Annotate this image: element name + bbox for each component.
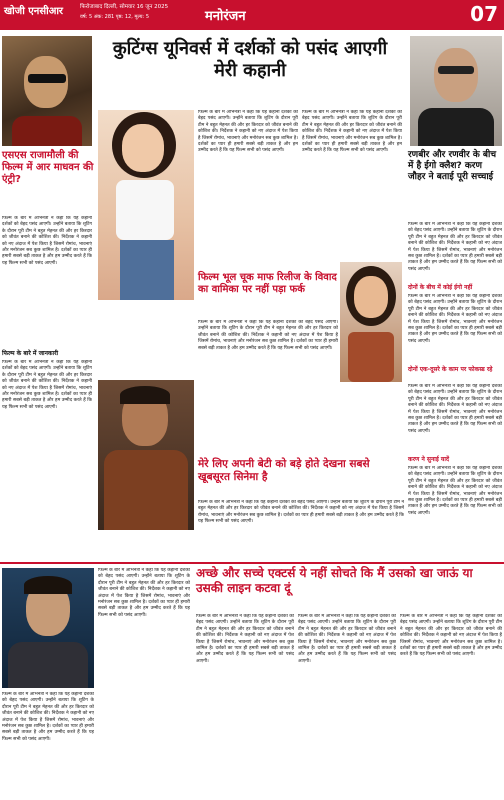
actor-photo — [98, 380, 194, 530]
actress-photo — [98, 110, 194, 300]
issue-line: वर्ष: 5 अंक: 281 पृष्ठ: 12, मूल्य: 5 — [80, 14, 150, 20]
bottom-headline: अच्छे और सच्चे एक्टर्स ये नहीं सोचते कि मैं उसको खा जाऊं या उसकी लाइन कटवा दूं — [196, 566, 473, 595]
left-headline: एसएस राजामौली की फिल्म में आर माधवन की एंट्री? — [2, 150, 94, 185]
center-body-2: फिल्म के बारे में अभिनेत्री ने कहा कि यह कहानी दर्शकों को बेहद पसंद आएगी। उन्होंने बताया कि शूटिंग के दौरान पूरी टीम ने बहुत मेहनत की और हर किरदार को जीवंत बनाने की कोशिश की। निर्देशक ने कहानी को नए अंदाज में पेश किया है जिसमें रोमांच, भावनाएं और मनोरंजन सब कुछ शामिल है। दर्शकों का प्यार ही हमारी सबसे बड़ी ताकत है और हम उम्मीद करते हैं कि यह फिल्म सभी को पसंद आएगी। — [302, 110, 402, 154]
right-body-3: फिल्म के बारे में अभिनेत्री ने कहा कि यह कहानी दर्शकों को बेहद पसंद आएगी। उन्होंने बताया कि शूटिंग के दौरान पूरी टीम ने बहुत मेहनत की और हर किरदार को जीवंत बनाने की कोशिश की। निर्देशक ने कहानी को नए अंदाज में पेश किया है जिसमें रोमांच, भावनाएं और मनोरंजन सब कुछ शामिल है। दर्शकों का प्यार ही हमारी सबसे बड़ी ताकत है और हम उम्मीद करते हैं कि यह फिल्म सभी को पसंद आएगी। — [408, 384, 502, 434]
bottom-body-2: फिल्म के बारे में अभिनेत्री ने कहा कि यह कहानी दर्शकों को बेहद पसंद आएगी। उन्होंने बताया कि शूटिंग के दौरान पूरी टीम ने बहुत मेहनत की और हर किरदार को जीवंत बनाने की कोशिश की। निर्देशक ने कहानी को नए अंदाज में पेश किया है जिसमें रोमांच, भावनाएं और मनोरंजन सब कुछ शामिल है। दर्शकों का प्यार ही हमारी सबसे बड़ी ताकत है और हम उम्मीद करते हैं कि यह फिल्म सभी को पसंद आएगी। — [298, 614, 396, 664]
wamiqa-photo — [340, 262, 402, 382]
right-body-1: फिल्म के बारे में अभिनेत्री ने कहा कि यह कहानी दर्शकों को बेहद पसंद आएगी। उन्होंने बताया कि शूटिंग के दौरान पूरी टीम ने बहुत मेहनत की और हर किरदार को जीवंत बनाने की कोशिश की। निर्देशक ने कहानी को नए अंदाज में पेश किया है जिसमें रोमांच, भावनाएं और मनोरंजन सब कुछ शामिल है। दर्शकों का प्यार ही हमारी सबसे बड़ी ताकत है और हम उम्मीद करते हैं कि यह फिल्म सभी को पसंद आएगी। — [408, 222, 502, 272]
right-body-2: फिल्म के बारे में अभिनेत्री ने कहा कि यह कहानी दर्शकों को बेहद पसंद आएगी। उन्होंने बताया कि शूटिंग के दौरान पूरी टीम ने बहुत मेहनत की और हर किरदार को जीवंत बनाने की कोशिश की। निर्देशक ने कहानी को नए अंदाज में पेश किया है जिसमें रोमांच, भावनाएं और मनोरंजन सब कुछ शामिल है। दर्शकों का प्यार ही हमारी सबसे बड़ी ताकत है और हम उम्मीद करते हैं कि यह फिल्म सभी को पसंद आएगी। — [408, 294, 502, 344]
bottom-left-body: फिल्म के बारे में अभिनेत्री ने कहा कि यह कहानी दर्शकों को बेहद पसंद आएगी। उन्होंने बताया कि शूटिंग के दौरान पूरी टीम ने बहुत मेहनत की और हर किरदार को जीवंत बनाने की कोशिश की। निर्देशक ने कहानी को नए अंदाज में पेश किया है जिसमें रोमांच, भावनाएं और मनोरंजन सब कुछ शामिल है। दर्शकों का प्यार ही हमारी सबसे बड़ी ताकत है और हम उम्मीद करते हैं कि यह फिल्म सभी को पसंद आएगी। — [98, 568, 190, 618]
bottom-left-body-2: फिल्म के बारे में अभिनेत्री ने कहा कि यह कहानी दर्शकों को बेहद पसंद आएगी। उन्होंने बताया कि शूटिंग के दौरान पूरी टीम ने बहुत मेहनत की और हर किरदार को जीवंत बनाने की कोशिश की। निर्देशक ने कहानी को नए अंदाज में पेश किया है जिसमें रोमांच, भावनाएं और मनोरंजन सब कुछ शामिल है। दर्शकों का प्यार ही हमारी सबसे बड़ी ताकत है और हम उम्मीद करते हैं कि यह फिल्म सभी को पसंद आएगी। — [2, 692, 94, 742]
page-number: 07 — [470, 2, 498, 26]
sub-headline: फिल्म भूल चूक माफ रिलीज के विवाद का वामिका पर नहीं पड़ा फर्क — [198, 272, 337, 295]
paper-name: खोजी एनसीआर — [4, 6, 64, 17]
center-body-1: फिल्म के बारे में अभिनेत्री ने कहा कि यह कहानी दर्शकों को बेहद पसंद आएगी। उन्होंने बताया कि शूटिंग के दौरान पूरी टीम ने बहुत मेहनत की और हर किरदार को जीवंत बनाने की कोशिश की। निर्देशक ने कहानी को नए अंदाज में पेश किया है जिसमें रोमांच, भावनाएं और मनोरंजन सब कुछ शामिल है। दर्शकों का प्यार ही हमारी सबसे बड़ी ताकत है और हम उम्मीद करते हैं कि यह फिल्म सभी को पसंद आएगी। — [198, 110, 298, 154]
masthead-bar — [0, 0, 504, 30]
section-divider — [0, 562, 504, 564]
right-subhead-2: दोनों एक-दूसरे के काम पर फोकस्ड रहे — [408, 366, 493, 373]
bottom-actor-photo — [2, 568, 94, 688]
right-subhead-3: करण ने सुनाई यादें — [408, 456, 450, 463]
madhavan-photo — [2, 36, 92, 146]
left-body: फिल्म के बारे में अभिनेत्री ने कहा कि यह कहानी दर्शकों को बेहद पसंद आएगी। उन्होंने बताया कि शूटिंग के दौरान पूरी टीम ने बहुत मेहनत की और हर किरदार को जीवंत बनाने की कोशिश की। निर्देशक ने कहानी को नए अंदाज में पेश किया है जिसमें रोमांच, भावनाएं और मनोरंजन सब कुछ शामिल है। दर्शकों का प्यार ही हमारी सबसे बड़ी ताकत है और हम उम्मीद करते हैं कि यह फिल्म सभी को पसंद आएगी। — [2, 216, 92, 266]
right-subhead-1: दोनों के बीच में कोई ईगो नहीं — [408, 284, 473, 291]
main-headline: कुटिंग्स यूनिवर्स में दर्शकों को पसंद आएगी मेरी कहानी — [112, 38, 388, 81]
right-headline: रणबीर और रणवीर के बीच में है ईगो क्लैश? करण जौहर ने बताई पूरी सच्चाई — [408, 150, 497, 182]
section-title: मनोरंजन — [205, 9, 246, 24]
lower-headline: मेरे लिए अपनी बेटी को बड़े होते देखना सबसे खूबसूरत सिनेमा है — [198, 458, 370, 483]
karan-photo — [410, 36, 502, 146]
bottom-body-1: फिल्म के बारे में अभिनेत्री ने कहा कि यह कहानी दर्शकों को बेहद पसंद आएगी। उन्होंने बताया कि शूटिंग के दौरान पूरी टीम ने बहुत मेहनत की और हर किरदार को जीवंत बनाने की कोशिश की। निर्देशक ने कहानी को नए अंदाज में पेश किया है जिसमें रोमांच, भावनाएं और मनोरंजन सब कुछ शामिल है। दर्शकों का प्यार ही हमारी सबसे बड़ी ताकत है और हम उम्मीद करते हैं कि यह फिल्म सभी को पसंद आएगी। — [196, 614, 294, 664]
right-body-4: फिल्म के बारे में अभिनेत्री ने कहा कि यह कहानी दर्शकों को बेहद पसंद आएगी। उन्होंने बताया कि शूटिंग के दौरान पूरी टीम ने बहुत मेहनत की और हर किरदार को जीवंत बनाने की कोशिश की। निर्देशक ने कहानी को नए अंदाज में पेश किया है जिसमें रोमांच, भावनाएं और मनोरंजन सब कुछ शामिल है। दर्शकों का प्यार ही हमारी सबसे बड़ी ताकत है और हम उम्मीद करते हैं कि यह फिल्म सभी को पसंद आएगी। — [408, 466, 502, 516]
center-body-3: फिल्म के बारे में अभिनेत्री ने कहा कि यह कहानी दर्शकों को बेहद पसंद आएगी। उन्होंने बताया कि शूटिंग के दौरान पूरी टीम ने बहुत मेहनत की और हर किरदार को जीवंत बनाने की कोशिश की। निर्देशक ने कहानी को नए अंदाज में पेश किया है जिसमें रोमांच, भावनाएं और मनोरंजन सब कुछ शामिल है। दर्शकों का प्यार ही हमारी सबसे बड़ी ताकत है और हम उम्मीद करते हैं कि यह फिल्म सभी को पसंद आएगी। — [198, 320, 338, 351]
date-line: फिरोजाबाद दिल्ली, सोमवार 16 जून 2025 — [80, 4, 169, 10]
center-body-4: फिल्म के बारे में अभिनेत्री ने कहा कि यह कहानी दर्शकों को बेहद पसंद आएगी। उन्होंने बताया कि शूटिंग के दौरान पूरी टीम ने बहुत मेहनत की और हर किरदार को जीवंत बनाने की कोशिश की। निर्देशक ने कहानी को नए अंदाज में पेश किया है जिसमें रोमांच, भावनाएं और मनोरंजन सब कुछ शामिल है। दर्शकों का प्यार ही हमारी सबसे बड़ी ताकत है और हम उम्मीद करते हैं कि यह फिल्म सभी को पसंद आएगी। — [198, 500, 404, 525]
bottom-body-3: फिल्म के बारे में अभिनेत्री ने कहा कि यह कहानी दर्शकों को बेहद पसंद आएगी। उन्होंने बताया कि शूटिंग के दौरान पूरी टीम ने बहुत मेहनत की और हर किरदार को जीवंत बनाने की कोशिश की। निर्देशक ने कहानी को नए अंदाज में पेश किया है जिसमें रोमांच, भावनाएं और मनोरंजन सब कुछ शामिल है। दर्शकों का प्यार ही हमारी सबसे बड़ी ताकत है और हम उम्मीद करते हैं कि यह फिल्म सभी को पसंद आएगी। — [400, 614, 502, 658]
left-subhead: फिल्म के बारे में जानकारी — [2, 350, 92, 358]
left-body-2: फिल्म के बारे में अभिनेत्री ने कहा कि यह कहानी दर्शकों को बेहद पसंद आएगी। उन्होंने बताया कि शूटिंग के दौरान पूरी टीम ने बहुत मेहनत की और हर किरदार को जीवंत बनाने की कोशिश की। निर्देशक ने कहानी को नए अंदाज में पेश किया है जिसमें रोमांच, भावनाएं और मनोरंजन सब कुछ शामिल है। दर्शकों का प्यार ही हमारी सबसे बड़ी ताकत है और हम उम्मीद करते हैं कि यह फिल्म सभी को पसंद आएगी। — [2, 360, 92, 410]
